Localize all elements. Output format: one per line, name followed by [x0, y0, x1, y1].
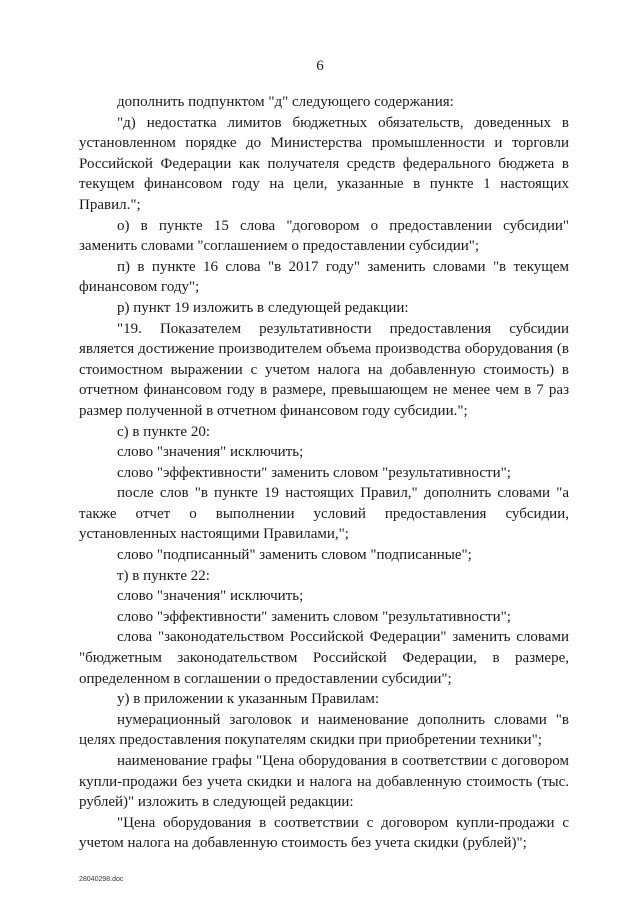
paragraph: "д) недостатка лимитов бюджетных обязательств, доведенных в установленном порядке до Министерства промышленности и торговли Российской Федерации как получателя средств федерального бюджета в текущем финансовом году на цели, указанные в пункте 1 настоящих Правил."; [79, 114, 569, 213]
paragraph: слово "эффективности" заменить словом "результативности"; [117, 464, 511, 481]
paragraph: у) в приложении к указанным Правилам: [117, 691, 380, 708]
footer-doc-id: 28040298.doc [79, 876, 124, 883]
paragraph: слово "значения" исключить; [117, 588, 304, 605]
paragraph: слово "эффективности" заменить словом "результативности"; [117, 608, 511, 625]
paragraph: т) в пункте 22: [117, 567, 210, 584]
paragraph: нумерационный заголовок и наименование дополнить словами "в целях предоставления покупателям скидки при приобретении техники"; [79, 711, 569, 749]
paragraph: слово "значения" исключить; [117, 444, 304, 461]
paragraph: "Цена оборудования в соответствии с договором купли-продажи с учетом налога на добавленную стоимость без учета скидки (рублей)"; [79, 814, 569, 852]
document-body [79, 92, 569, 854]
paragraph: слова "законодательством Российской Федерации" заменить словами "бюджетным законодательством Российской Федерации, в размере, определенном в соглашении о предоставлении субсидии"; [79, 629, 569, 687]
paragraph: слово "подписанный" заменить словом "подписанные"; [117, 547, 472, 564]
paragraph: с) в пункте 20: [117, 423, 211, 440]
paragraph: п) в пункте 16 слова "в 2017 году" заменить словами "в текущем финансовом году"; [79, 258, 569, 296]
paragraph: о) в пункте 15 слова "договором о предоставлении субсидии" заменить словами "соглашением о предоставлении субсидии"; [79, 217, 569, 255]
page-number: 6 [316, 58, 324, 74]
paragraph: дополнить подпунктом "д" следующего содержания: [117, 94, 454, 110]
paragraph: р) пункт 19 изложить в следующей редакции: [117, 299, 409, 316]
paragraph: "19. Показателем результативности предоставления субсидии является достижение производителем объема производства оборудования (в стоимостном выражении с учетом налога на добавленную стоимость) в отчетном финансовом году в размере, превышающем не менее чем в 7 раз размер полученной в отчетном финансовом году субсидии."; [79, 320, 569, 419]
paragraph: наименование графы "Цена оборудования в соответствии с договором купли-продажи без учета скидки и налога на добавленную стоимость (тыс. рублей)" изложить в следующей редакции: [79, 753, 569, 811]
paragraph: после слов "в пункте 19 настоящих Правил," дополнить словами "а также отчет о выполнении условий предоставления субсидии, установленных настоящими Правилами,"; [79, 485, 569, 543]
